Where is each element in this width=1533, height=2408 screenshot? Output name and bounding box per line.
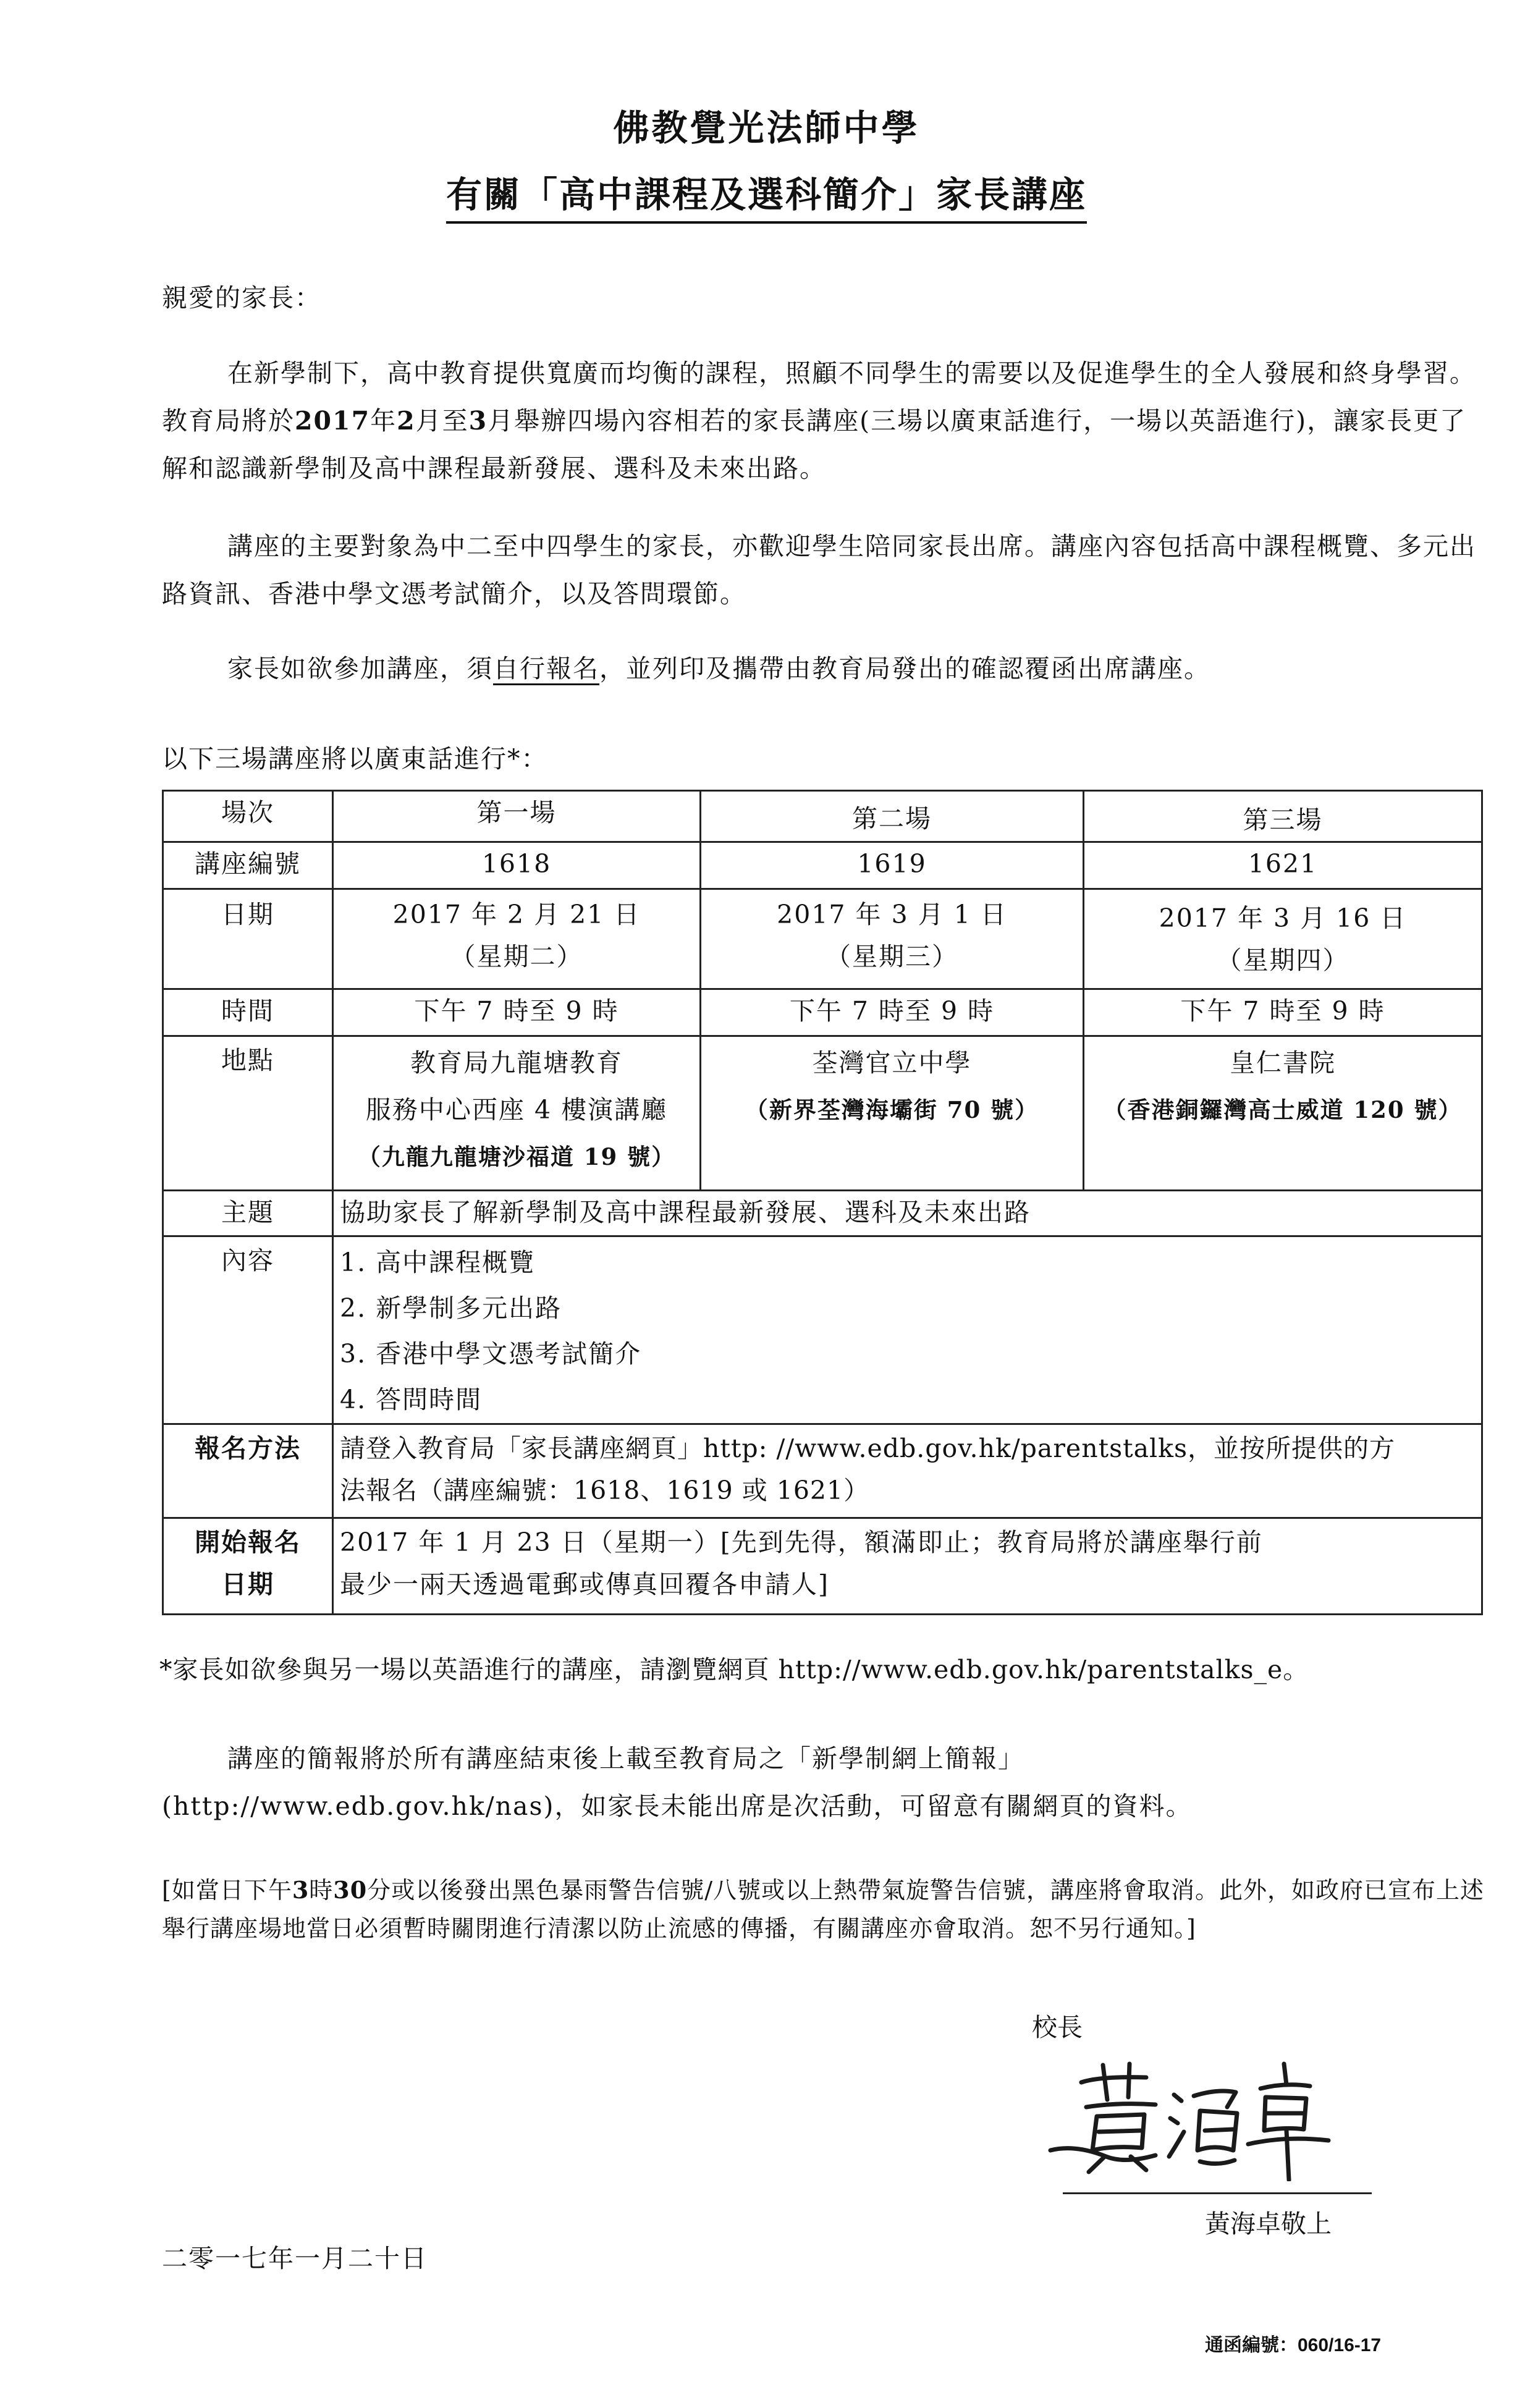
label-start-date [163,1518,333,1615]
session-2-name: 第二場 [701,791,1084,842]
start-line2: 最少一兩天透過電郵或傳真回覆各申請人] [340,1569,829,1599]
table-row [163,791,1482,842]
table-row [163,1236,1482,1424]
label-content: 內容 [163,1236,333,1424]
table-intro: 以下三場講座將以廣東話進行*： [162,744,548,774]
para1-month-end: 3 [468,406,488,436]
session-2-code: 1619 [701,842,1084,889]
session-3-weekday: （星期四） [1216,945,1349,975]
notice-minute: 30 [333,1876,368,1904]
para4-line2: (http://www.edb.gov.hk/nas)，如家長未能出席是次活動，可留意有關網頁的資料。 [162,1791,1193,1821]
session-1-code: 1618 [333,842,701,889]
principal-title: 校長 [1032,2013,1083,2042]
label-theme: 主題 [163,1191,333,1236]
notice-text-e: 分或以後發出黑色暴雨警告信號/八號或以上熱帶氣旋警告信號，講座將會取消。此外，如政府已宣布上述舉行講座場地當日必須暫時關閉進行清潔以防止流感的傳播，有關講座亦會取消。恕不另行通知。] [162,1877,1484,1942]
list-item: 2. 新學制多元出路 [340,1293,562,1323]
notice-text-a: [如當日下午 [162,1877,292,1904]
session-1-date: 2017 年 2 月 21 日 [392,900,641,929]
notice-hour: 3 [292,1876,310,1904]
label-date: 日期 [163,889,333,989]
para3-text-c: ，並列印及攜帶由教育局發出的確認覆函出席講座。 [599,654,1210,683]
notice-title: 有關「高中課程及選科簡介」家長講座 [446,166,1087,224]
footnote-english-session: *家長如欲參與另一場以英語進行的講座，請瀏覽網頁 http://www.edb.gov.hk/parentstalks_e。 [159,1655,1309,1684]
issue-date: 二零一七年一月二十日 [162,2244,428,2273]
start-date-value [333,1518,1482,1615]
session-1-venue-line2: 服務中心西座 4 樓演講廳 [365,1095,668,1125]
session-2-time: 下午 7 時至 9 時 [701,989,1084,1036]
table-row [163,1518,1482,1615]
session-3-time: 下午 7 時至 9 時 [1084,989,1482,1036]
para1-year: 2017 [295,406,371,436]
para4-line1: 講座的簡報將於所有講座結束後上載至教育局之「新學制網上簡報」 [227,1744,1024,1773]
label-time: 時間 [163,989,333,1036]
subtitle-wrap [0,166,1533,224]
list-item: 4. 答問時間 [340,1385,483,1414]
table-row [163,1036,1482,1191]
method-line1: 請登入教育局「家長講座網頁」http: //www.edb.gov.hk/parentstalks，並按所提供的方 [340,1434,1396,1463]
session-1-address: （九龍九龍塘沙福道 19 號） [357,1143,676,1170]
paragraph-audience: 講座的主要對象為中二至中四學生的家長，亦歡迎學生陪同家長出席。講座內容包括高中課程概覽、多元出路資訊、香港中學文憑考試簡介，以及答問環節。 [162,531,1476,609]
label-method: 報名方法 [163,1424,333,1518]
session-2-venue-cell [701,1036,1084,1191]
notice-text-c: 時 [309,1877,334,1904]
list-item: 1. 高中課程概覽 [340,1248,536,1277]
table-row [163,989,1482,1036]
list-item: 3. 香港中學文憑考試簡介 [340,1339,642,1369]
greeting: 親愛的家長： [162,283,321,313]
content-list [333,1236,1482,1424]
table-row [163,1424,1482,1518]
session-2-venue: 荃灣官立中學 [812,1048,972,1078]
para1-text-c: 年 [370,406,397,436]
method-value [333,1424,1482,1518]
session-3-name: 第三場 [1084,791,1482,842]
school-name: 佛教覺光法師中學 [613,107,920,149]
label-venue: 地點 [163,1036,333,1191]
table-row [163,1191,1482,1236]
session-3-code: 1621 [1084,842,1482,889]
paragraph-registration [162,645,1481,693]
theme-value: 協助家長了解新學制及高中課程最新發展、選科及未來出路 [333,1191,1482,1236]
start-line1: 2017 年 1 月 23 日（星期一）[先到先得，額滿即止；教育局將於講座舉行前 [340,1527,1263,1557]
handwritten-signature-icon [1038,2058,1359,2181]
para1-text-e: 月至 [415,406,469,436]
paragraph-presentation [162,1735,1481,1830]
signature-line [1063,2192,1372,2194]
label-session: 場次 [163,791,333,842]
session-3-venue-cell [1084,1036,1482,1191]
session-2-address: （新界荃灣海壩街 70 號） [745,1096,1039,1123]
session-3-date: 2017 年 3 月 16 日 [1159,903,1407,933]
session-1-venue-line1: 教育局九龍塘教育 [410,1048,623,1078]
paragraph-intro [162,350,1481,492]
para1-month-start: 2 [397,406,416,436]
label-start-line2: 日期 [221,1569,274,1599]
table-row [163,842,1482,889]
label-start-line1: 開始報名 [195,1527,301,1557]
method-line2: 法報名（講座編號：1618、1619 或 1621） [340,1476,870,1505]
lecture-schedule-table [162,790,1483,1615]
session-1-name: 第一場 [333,791,701,842]
para1-text-a: 在新學制下，高中教育提供寬廣而均衡的課程，照顧不同學生的需要以及促進學生的全人發展和終身學習。教育局將於 [162,358,1476,436]
session-2-date: 2017 年 3 月 1 日 [777,900,1007,929]
weather-cancellation-notice [162,1871,1503,1948]
para1-text-g: 月舉辦四場內容相若的家長講座(三場以廣東話進行，一場以英語進行)，讓家長更了解和認識新學制及高中課程最新發展、選科及未來出路。 [162,406,1467,483]
session-1-date-cell [333,889,701,989]
principal-name: 黃海卓敬上 [1205,2209,1332,2239]
session-3-date-cell [1084,889,1482,989]
label-code: 講座編號 [163,842,333,889]
session-1-time: 下午 7 時至 9 時 [333,989,701,1036]
circular-reference-number: 通函編號：060/16-17 [1205,2335,1382,2355]
table-row [163,889,1482,989]
session-3-venue: 皇仁書院 [1230,1048,1336,1078]
session-2-weekday: （星期三） [826,942,958,971]
signature-image [1038,2058,1359,2181]
session-1-weekday: （星期二） [450,942,583,971]
para3-text-a: 家長如欲參加講座，須 [227,654,493,683]
session-1-venue-cell [333,1036,701,1191]
self-register-underlined: 自行報名 [493,654,599,683]
session-3-address: （香港銅鑼灣高士威道 120 號） [1103,1096,1463,1123]
session-2-date-cell [701,889,1084,989]
